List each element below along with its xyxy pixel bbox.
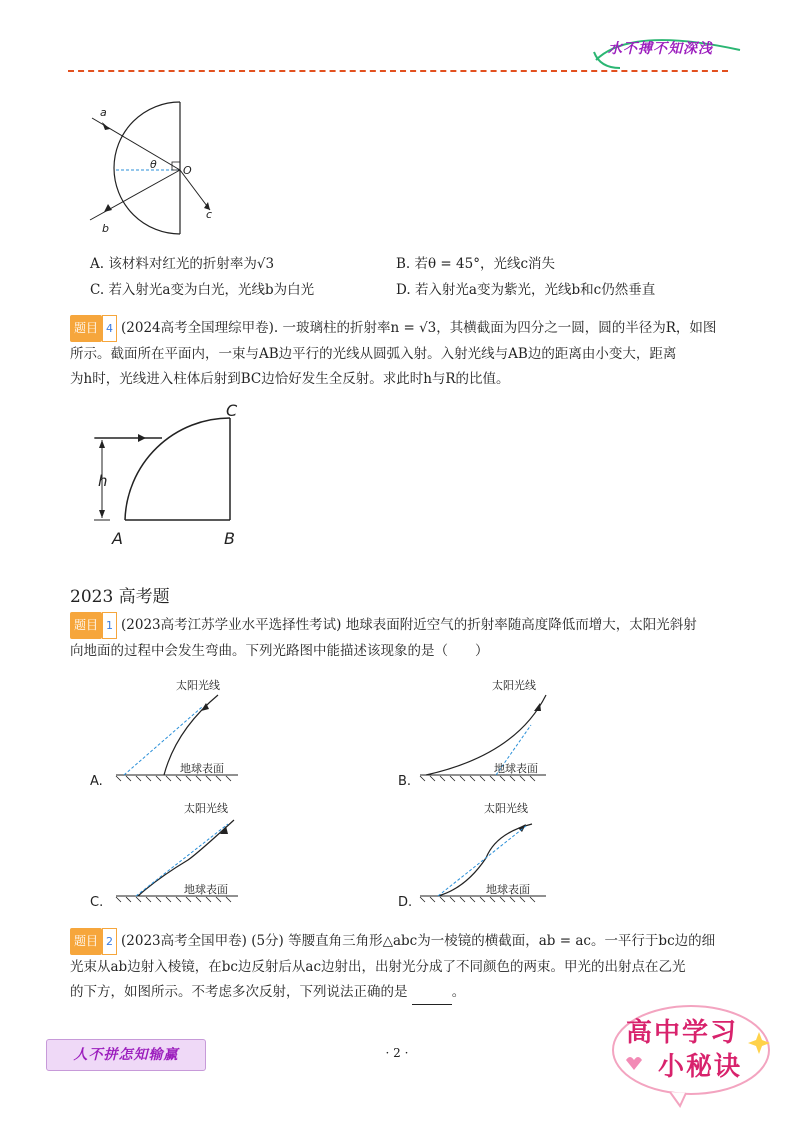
option-d: D. 若入射光a变为紫光，光线b和c仍然垂直 (396, 282, 656, 298)
label-h: h (98, 472, 108, 490)
footer-slogan: 人不拼怎知输赢 (73, 1047, 179, 1063)
svg-text:C.: C. (90, 895, 104, 910)
header-brand (590, 30, 750, 70)
label-c: c (206, 208, 213, 221)
page-number: · 2 · (385, 1046, 409, 1060)
question-tag: 题目 (70, 315, 102, 342)
label-C: C (226, 401, 238, 420)
svg-text:B.: B. (398, 774, 412, 789)
svg-text:太阳光线: 太阳光线 (184, 802, 228, 815)
svg-text:A.: A. (90, 774, 103, 789)
question-number: 4 (102, 315, 117, 342)
figure-option-c (88, 798, 288, 913)
svg-text:D.: D. (398, 895, 413, 910)
question-number: 2 (102, 928, 117, 955)
figure-option-a (88, 675, 288, 790)
svg-text:太阳光线: 太阳光线 (176, 679, 220, 692)
label-O: O (183, 164, 192, 177)
svg-text:太阳光线: 太阳光线 (484, 802, 528, 815)
label-B: B (224, 529, 235, 548)
question-1: 题目 1 (2023高考江苏学业水平选择性考试) 地球表面附近空气的折射率随高度降低而增大，太阳光斜射 向地面的过程中会发生弯曲。下列光路图中能描述该现象的是（ ） (70, 612, 730, 664)
question-tag: 题目 (70, 928, 102, 955)
header-divider (68, 70, 728, 72)
question-tag: 题目 (70, 612, 102, 639)
promo-stamp (606, 1000, 776, 1110)
stamp-line2: 小秘诀 (658, 1052, 743, 1082)
option-b: B. 若θ = 45°，光线c消失 (396, 256, 556, 272)
figure-option-b (396, 675, 596, 790)
svg-text:地球表面: 地球表面 (184, 883, 228, 896)
svg-text:太阳光线: 太阳光线 (492, 679, 536, 692)
question-2: 题目 2 (2023高考全国甲卷) (5分) 等腰直角三角形△abc为一棱镜的横截面，ab = ac。一平行于bc边的细 光束从ab边射入棱镜，在bc边反射后从ac边射出，出射光分成了不同颜色的两束。甲光的出射点在乙光 的下方，如图所示。不考虑多次反射，下列说法正确的是 。 (70, 928, 730, 1005)
label-a: a (100, 106, 107, 119)
stamp-line1: 高中学习 (626, 1018, 739, 1048)
option-a: A. 该材料对红光的折射率为√3 (90, 256, 275, 272)
section-title: 2023 高考题 (70, 587, 170, 607)
question-number: 1 (102, 612, 117, 639)
svg-text:地球表面: 地球表面 (180, 762, 224, 775)
label-theta: θ (150, 158, 157, 171)
brand-text: 水不搏不知深浅 (608, 41, 713, 57)
figure-option-d (396, 798, 596, 913)
question-4: 题目 4 (2024高考全国理综甲卷). 一玻璃柱的折射率n = √3，其横截面为四分之一圆，圆的半径为R，如图 所示。截面所在平面内，一束与AB边平行的光线从圆弧入射。入射光线与AB边的距离由小变大，距离 为h时，光线进入柱体后射到BC边恰好发生全反射。求此时h与R的比值。 (70, 315, 730, 392)
svg-text:地球表面: 地球表面 (494, 762, 538, 775)
figure-semicircle (80, 100, 260, 250)
option-c: C. 若入射光a变为白光，光线b为白光 (90, 282, 315, 298)
answer-blank (412, 990, 452, 1005)
label-b: b (102, 222, 109, 235)
label-A: A (112, 529, 123, 548)
svg-text:地球表面: 地球表面 (486, 883, 530, 896)
figure-quarter-circle (90, 400, 260, 550)
